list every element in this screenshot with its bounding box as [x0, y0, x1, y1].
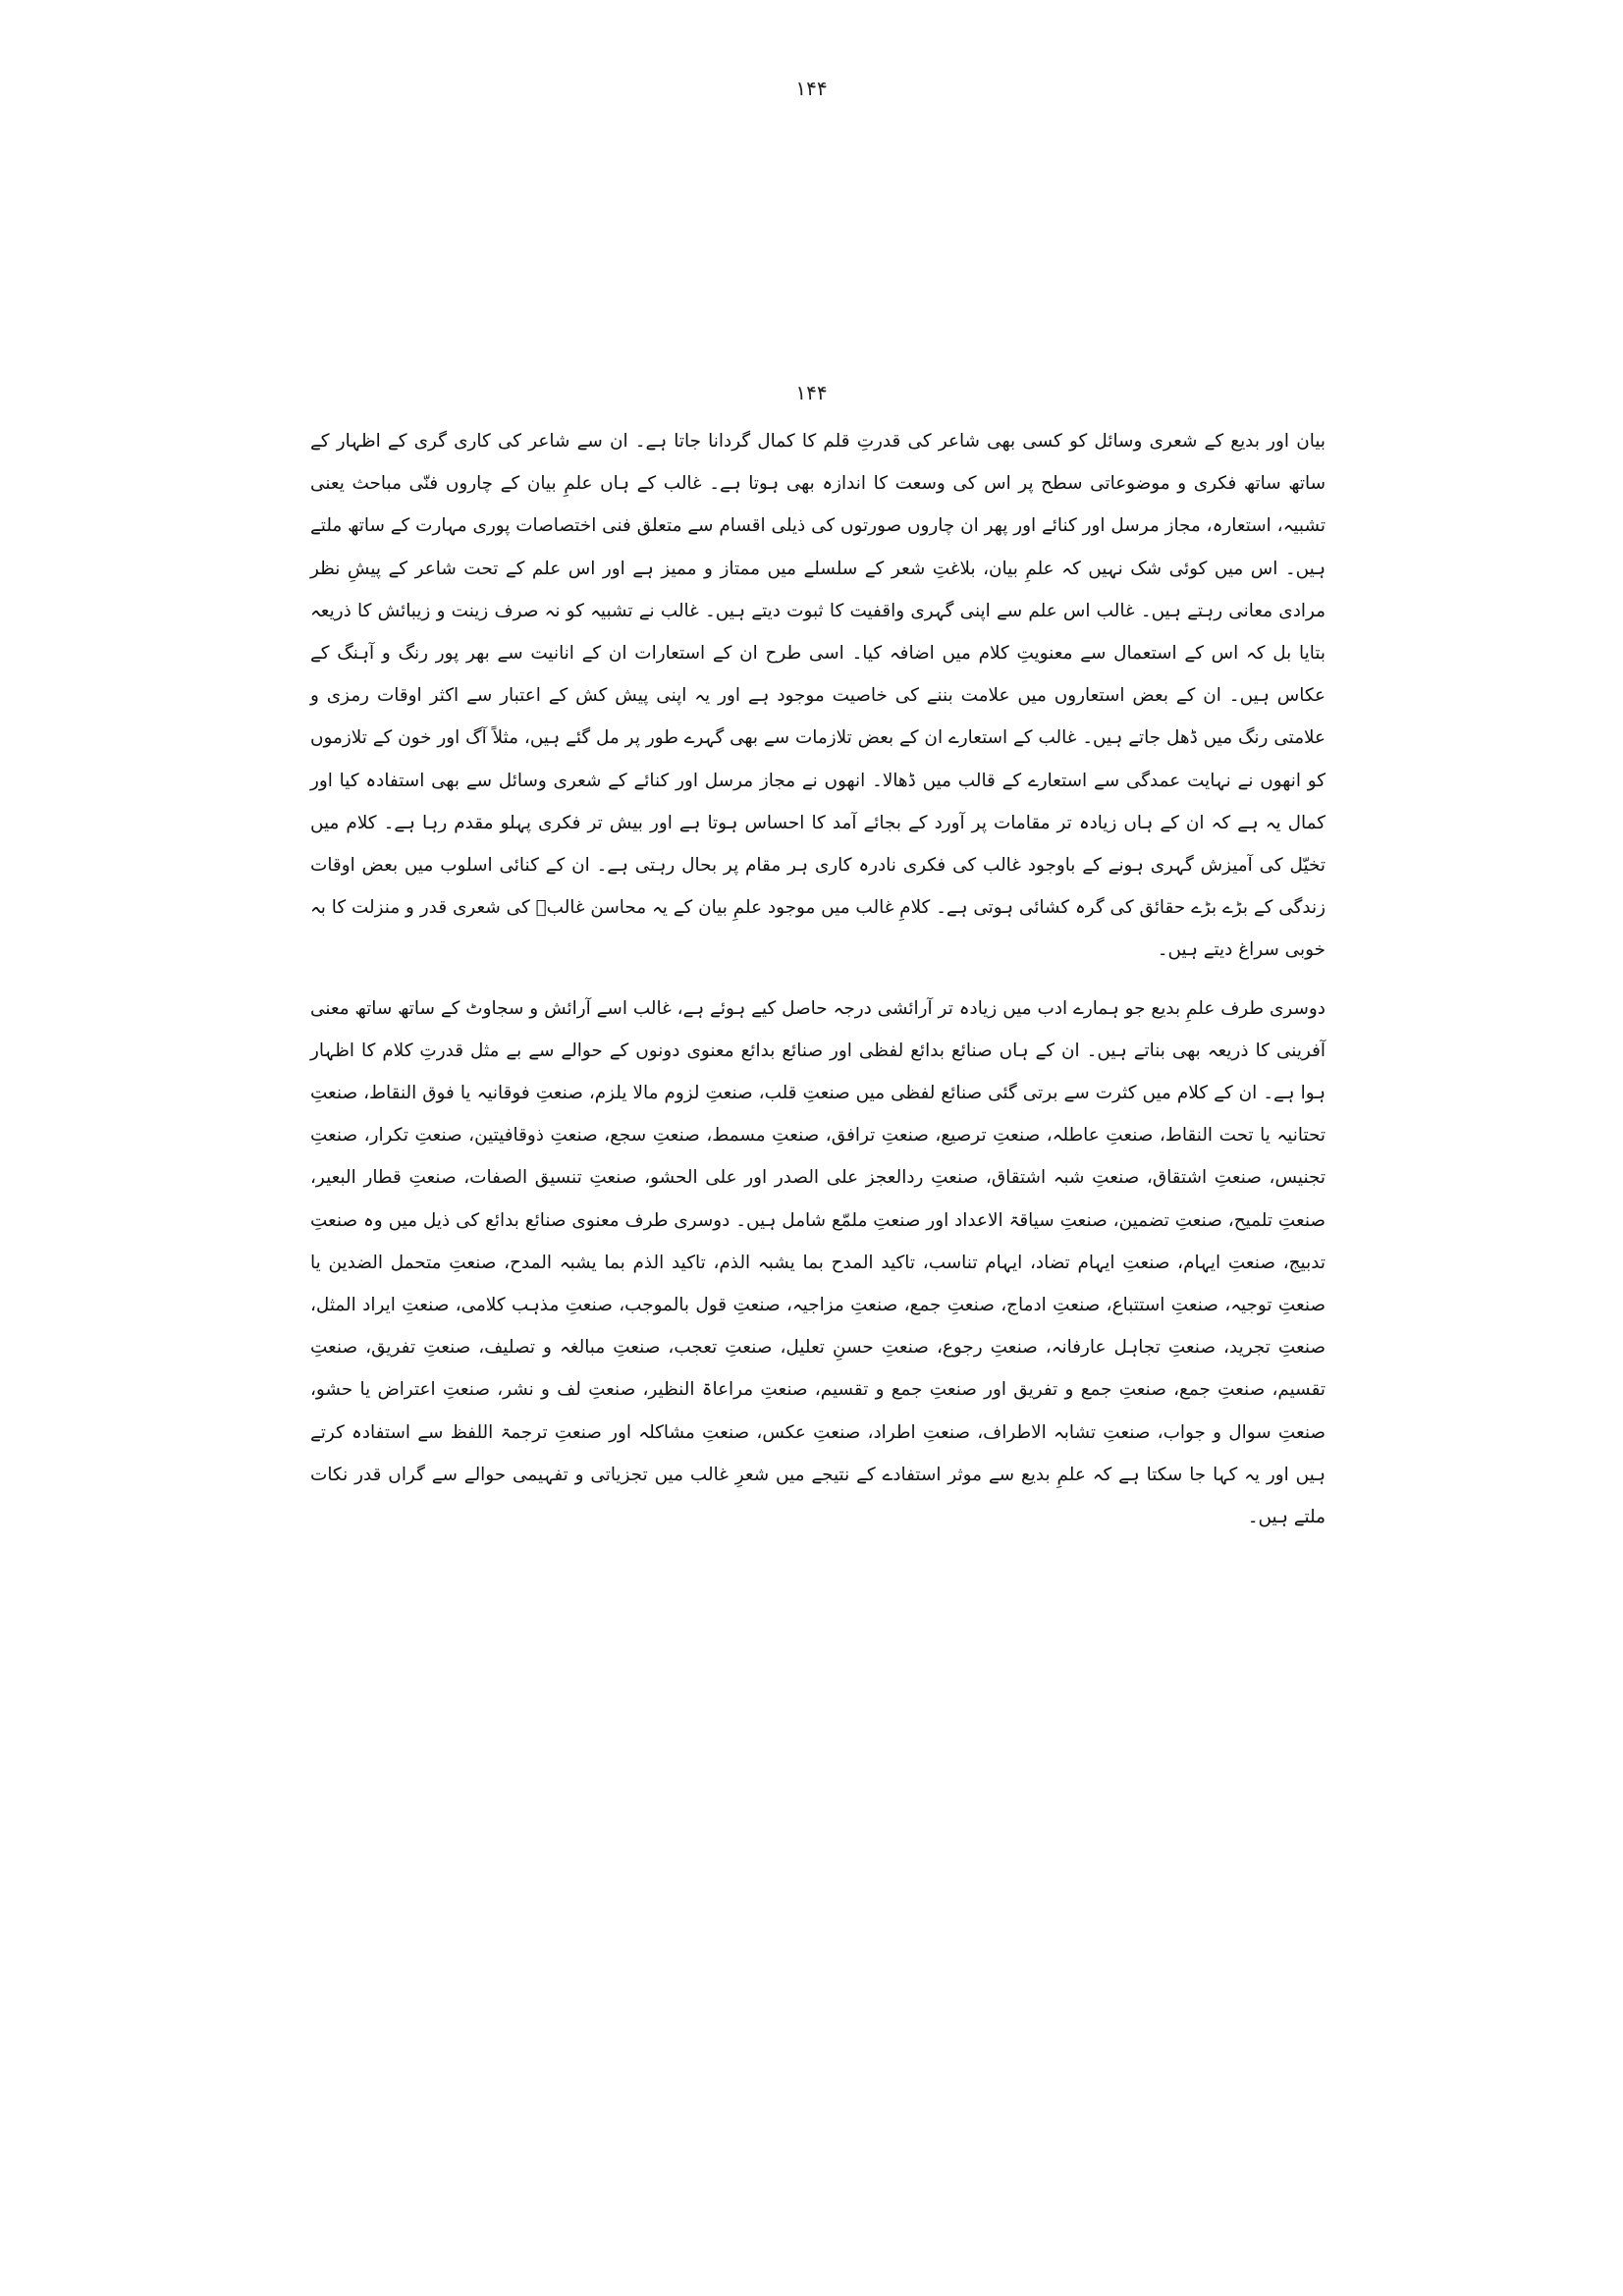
- header-page-number: ۱۴۴: [795, 77, 828, 100]
- urdu-text-block: [310, 420, 1325, 1538]
- paragraph-2: دوسری طرف علمِ بدیع جو ہمارے ادب میں زیادہ تر آرائشی درجہ حاصل کیے ہوئے ہے، غالب اسے آرائش و سجاوٹ کے ساتھ ساتھ معنی آفرینی کا ذریعہ بھی بناتے ہیں۔ ان کے ہاں صنائع بدائع لفظی اور صنائع بدائع معنوی دونوں کے حوالے سے بے مثل قدرتِ کلام کا اظہار ہوا ہے۔ ان کے کلام میں کثرت سے برتی گئی صنائع لفظی میں صنعتِ قلب، صنعتِ لزوم مالا یلزم، صنعتِ فوقانیہ یا فوق النقاط، صنعتِ تحتانیہ یا تحت النقاط، صنعتِ عاطلہ، صنعتِ ترصیع، صنعتِ ترافق، صنعتِ مسمط، صنعتِ سجع، صنعتِ ذوقافیتین، صنعتِ تکرار، صنعتِ تجنیس، صنعتِ اشتقاق، صنعتِ شبہ اشتقاق، صنعتِ ردالعجز علی الصدر اور علی الحشو، صنعتِ تنسیق الصفات، صنعتِ قطار البعیر، صنعتِ تلمیح، صنعتِ تضمین، صنعتِ سیاقۃ الاعداد اور صنعتِ ملمّع شامل ہیں۔ دوسری طرف معنوی صنائع بدائع کی ذیل میں وہ صنعتِ تدبیج، صنعتِ ایہام، صنعتِ ایہام تضاد، ایہام تناسب، تاکید المدح بما یشبہ الذم، تاکید الذم بما یشبہ المدح، صنعتِ متحمل الضدین یا صنعتِ توجیہ، صنعتِ استتباع، صنعتِ ادماج، صنعتِ جمع، صنعتِ مزاجیہ، صنعتِ قول بالموجب، صنعتِ مذہب کلامی، صنعتِ ایراد المثل، صنعتِ تجرید، صنعتِ تجاہل عارفانہ، صنعتِ رجوع، صنعتِ حسنِ تعلیل، صنعتِ تعجب، صنعتِ مبالغہ و تصلیف، صنعتِ تفریق، صنعتِ تقسیم، صنعتِ جمع، صنعتِ جمع و تفریق اور صنعتِ جمع و تقسیم، صنعتِ مراعاۃ النظیر، صنعتِ لف و نشر، صنعتِ اعتراض یا حشو، صنعتِ سوال و جواب، صنعتِ تشابہ الاطراف، صنعتِ اطراد، صنعتِ عکس، صنعتِ مشاکلہ اور صنعتِ ترجمۃ اللفظ سے استفادہ کرتے ہیں اور یہ کہا جا سکتا ہے کہ علمِ بدیع سے موثر استفادے کے نتیجے میں شعرِ غالب میں تجزیاتی و تفہیمی حوالے سے گراں قدر نکات ملتے ہیں۔: [310, 997, 1325, 1528]
- body-page-number: ۱۴۴: [795, 381, 828, 404]
- paragraph-1: بیان اور بدیع کے شعری وسائل کو کسی بھی شاعر کی قدرتِ قلم کا کمال گردانا جاتا ہے۔ ان سے شاعر کی کاری گری کے اظہار کے ساتھ ساتھ فکری و موضوعاتی سطح پر اس کی وسعت کا اندازہ بھی ہوتا ہے۔ غالب کے ہاں علمِ بیان کے چاروں فنّی مباحث یعنی تشبیہ، استعارہ، مجاز مرسل اور کنائے اور پھر ان چاروں صورتوں کی ذیلی اقسام سے متعلق فنی اختصاصات پوری مہارت کے ساتھ ملتے ہیں۔ اس میں کوئی شک نہیں کہ علمِ بیان، بلاغتِ شعر کے سلسلے میں ممتاز و ممیز ہے اور اس علم کے تحت شاعر کے پیشِ نظر مرادی معانی رہتے ہیں۔ غالب اس علم سے اپنی گہری واقفیت کا ثبوت دیتے ہیں۔ غالب نے تشبیہ کو نہ صرف زینت و زیبائش کا ذریعہ بتایا بل کہ اس کے استعمال سے معنویتِ کلام میں اضافہ کیا۔ اسی طرح ان کے استعارات ان کے انانیت سے بھر پور رنگ و آہنگ کے عکاس ہیں۔ ان کے بعض استعاروں میں علامت بننے کی خاصیت موجود ہے اور یہ اپنی پیش کش کے اعتبار سے اکثر اوقات رمزی و علامتی رنگ میں ڈھل جاتے ہیں۔ غالب کے استعارے ان کے بعض تلازمات سے بھی گہرے طور پر مل گئے ہیں، مثلاً آگ اور خون کے تلازموں کو انھوں نے نہایت عمدگی سے استعارے کے قالب میں ڈھالا۔ انھوں نے مجاز مرسل اور کنائے کے شعری وسائل سے بھی استفادہ کیا اور کمال یہ ہے کہ ان کے ہاں زیادہ تر مقامات پر آورد کے بجائے آمد کا احساس ہوتا ہے اور بیش تر فکری پہلو مقدم رہا ہے۔ کلام میں تخیّل کی آمیزش گہری ہونے کے باوجود غالب کی فکری نادرہ کاری ہر مقام پر بحال رہتی ہے۔ ان کے کنائی اسلوب میں بعض اوقات زندگی کے بڑے بڑے حقائق کی گرہ کشائی ہوتی ہے۔ کلامِ غالب میں موجود علمِ بیان کے یہ محاسن غالبؔ کی شعری قدر و منزلت کا بہ خوبی سراغ دیتے ہیں۔: [310, 431, 1325, 961]
